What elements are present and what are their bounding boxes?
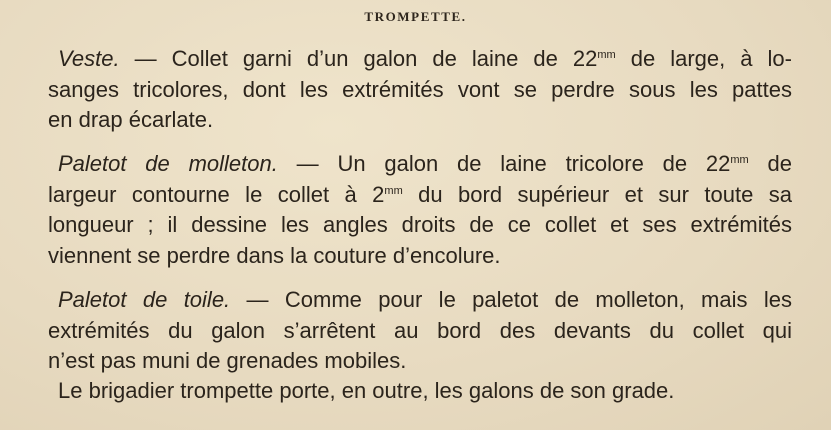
text-run: de: [748, 151, 792, 176]
page-header: TROMPETTE.: [364, 9, 467, 24]
text-line: longueur ; il dessine les angles droits de ce collet et ses extrémités: [48, 212, 792, 237]
paragraph-paletot-molleton: [48, 149, 792, 271]
unit-superscript: mm: [597, 49, 616, 61]
text-line: viennent se perdre dans la couture d’encolure.: [48, 242, 501, 268]
text-line: [48, 180, 792, 211]
item-title: Veste.: [58, 46, 120, 71]
text-run: largeur contourne le collet à 2: [48, 181, 385, 207]
text-line: extrémités du galon s’arrêtent au bord des devants du collet qui: [48, 317, 792, 343]
paragraph-veste: [48, 44, 792, 136]
text-line: Le brigadier trompette porte, en outre, les galons de son grade.: [58, 378, 675, 403]
text-run: — Un galon de laine tricolore de 22: [277, 151, 731, 176]
text-line: [48, 149, 792, 180]
paragraph-paletot-toile: [48, 285, 792, 377]
text-line: sanges tricolores, dont les extrémités vont se perdre sous les pattes: [48, 76, 792, 102]
text-run: — Comme pour le paletot de molleton, mais les: [230, 287, 792, 312]
item-title: Paletot de toile.: [58, 287, 231, 312]
text-run: du bord supérieur et sur toute sa: [402, 181, 792, 207]
text-line: [48, 44, 792, 75]
text-run: — Collet garni d’un galon de laine de 22: [119, 46, 598, 71]
unit-superscript: mm: [384, 184, 403, 197]
text-run: de large, à lo-: [615, 46, 792, 71]
paragraph-brigadier: [48, 376, 792, 407]
text-line: en drap écarlate.: [48, 107, 214, 132]
text-line: [48, 285, 792, 316]
unit-superscript: mm: [730, 154, 749, 166]
text-line: n’est pas muni de grenades mobiles.: [48, 348, 407, 373]
item-title: Paletot de molleton.: [58, 151, 278, 176]
